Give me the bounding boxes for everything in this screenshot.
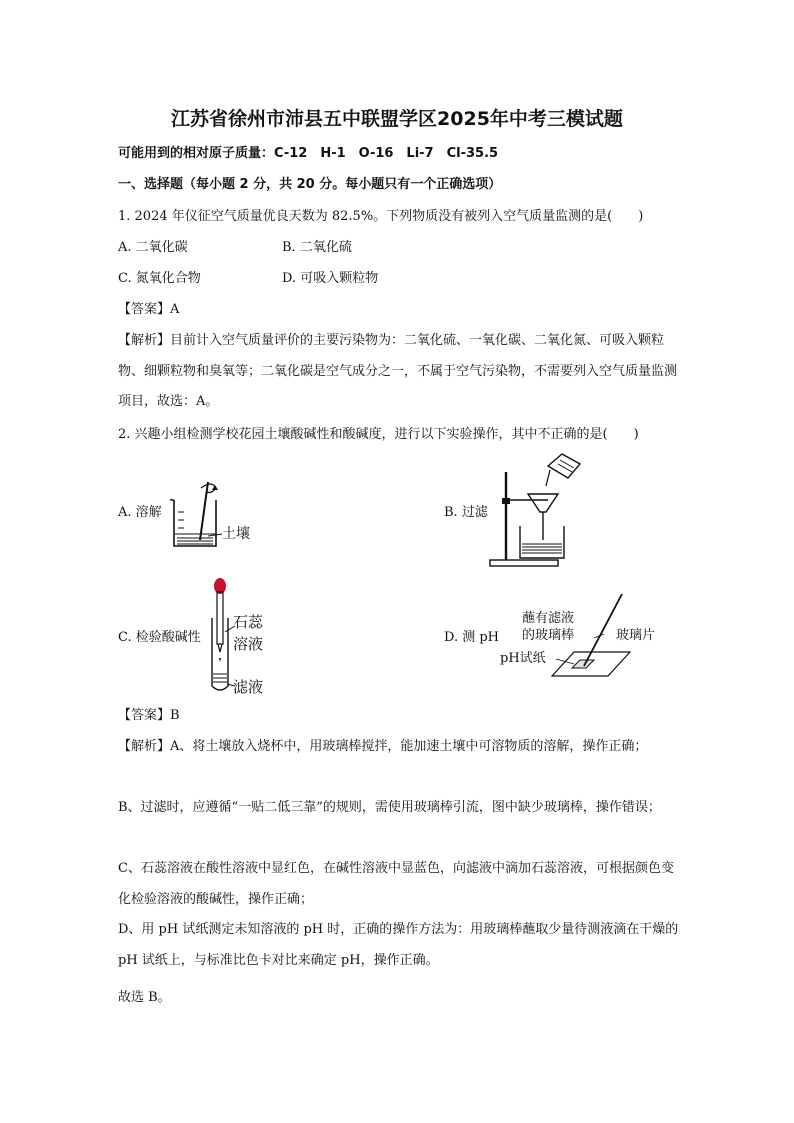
q1-analysis: 【解析】目前计入空气质量评价的主要污染物为：二氧化硫、一氧化碳、二氧化氮、可吸入颗粒物、细颗粒物和臭氧等；二氧化碳是空气成分之一，不属于空气污染物，不需要列入空气质量监测项目，故选：A。 (118, 333, 678, 409)
q1-answer: 【答案】A (118, 302, 180, 317)
q2-option-c: C. 检验酸碱性 (118, 630, 201, 645)
q1-option-c: C. 氮氧化合物 (118, 271, 201, 286)
glass-slide-label: 玻璃片 (616, 628, 656, 643)
q2-analysis-a: 【解析】A、将土壤放入烧杯中，用玻璃棒搅拌，能加速土壤中可溶物质的溶解，操作正确； (118, 739, 648, 754)
filtrate-label: 滤液 (233, 678, 264, 696)
ph-paper-label: pH试纸 (500, 651, 546, 666)
q2-option-d: D. 测 pH (444, 630, 500, 645)
q2-option-b: B. 过滤 (444, 505, 488, 520)
q1-option-d: D. 可吸入颗粒物 (282, 271, 379, 286)
ph-test-figure (546, 590, 636, 682)
q2-option-a: A. 溶解 (118, 505, 162, 520)
filtration-figure (488, 452, 588, 570)
q2-analysis-d: D、用 pH 试纸测定未知溶液的 pH 时，正确的操作方法为：用玻璃棒蘸取少量待测液滴在干燥的 pH 试纸上，与标准比色卡对比来确定 pH，操作正确。 (118, 922, 679, 968)
q2-answer: 【答案】B (118, 708, 180, 723)
section-heading: 一、选择题（每小题 2 分，共 20 分。每小题只有一个正确选项） (118, 177, 502, 192)
beaker-stirring-figure (160, 472, 270, 552)
rod-label-line1: 蘸有滤液 (522, 611, 575, 626)
atomic-masses: 可能用到的相对原子质量：C-12 H-1 O-16 Li-7 Cl-35.5 (118, 146, 499, 161)
rod-label-line2: 的玻璃棒 (522, 628, 575, 643)
litmus-label-line1: 石蕊 (233, 613, 264, 631)
q2-conclusion: 故选 B。 (118, 990, 171, 1005)
litmus-label-line2: 溶液 (233, 635, 264, 653)
page-title: 江苏省徐州市沛县五中联盟学区2025年中考三模试题 (171, 108, 623, 130)
q2-stem: 2. 兴趣小组检测学校花园土壤酸碱性和酸碱度，进行以下实验操作，其中不正确的是( ) (118, 427, 639, 442)
q1-stem: 1. 2024 年仪征空气质量优良天数为 82.5%。下列物质没有被列入空气质量监测的是( ) (118, 209, 644, 224)
q2-analysis-c: C、石蕊溶液在酸性溶液中显红色，在碱性溶液中显蓝色，向滤液中滴加石蕊溶液，可根据颜色变化检验溶液的酸碱性，操作正确； (118, 861, 674, 907)
q1-option-b: B. 二氧化硫 (282, 240, 352, 255)
q2-analysis-b: B、过滤时，应遵循“一贴二低三靠”的规则，需使用玻璃棒引流，图中缺少玻璃棒，操作错误； (118, 800, 661, 815)
q1-option-a: A. 二氧化碳 (118, 240, 188, 255)
soil-label: 土壤 (222, 526, 250, 542)
